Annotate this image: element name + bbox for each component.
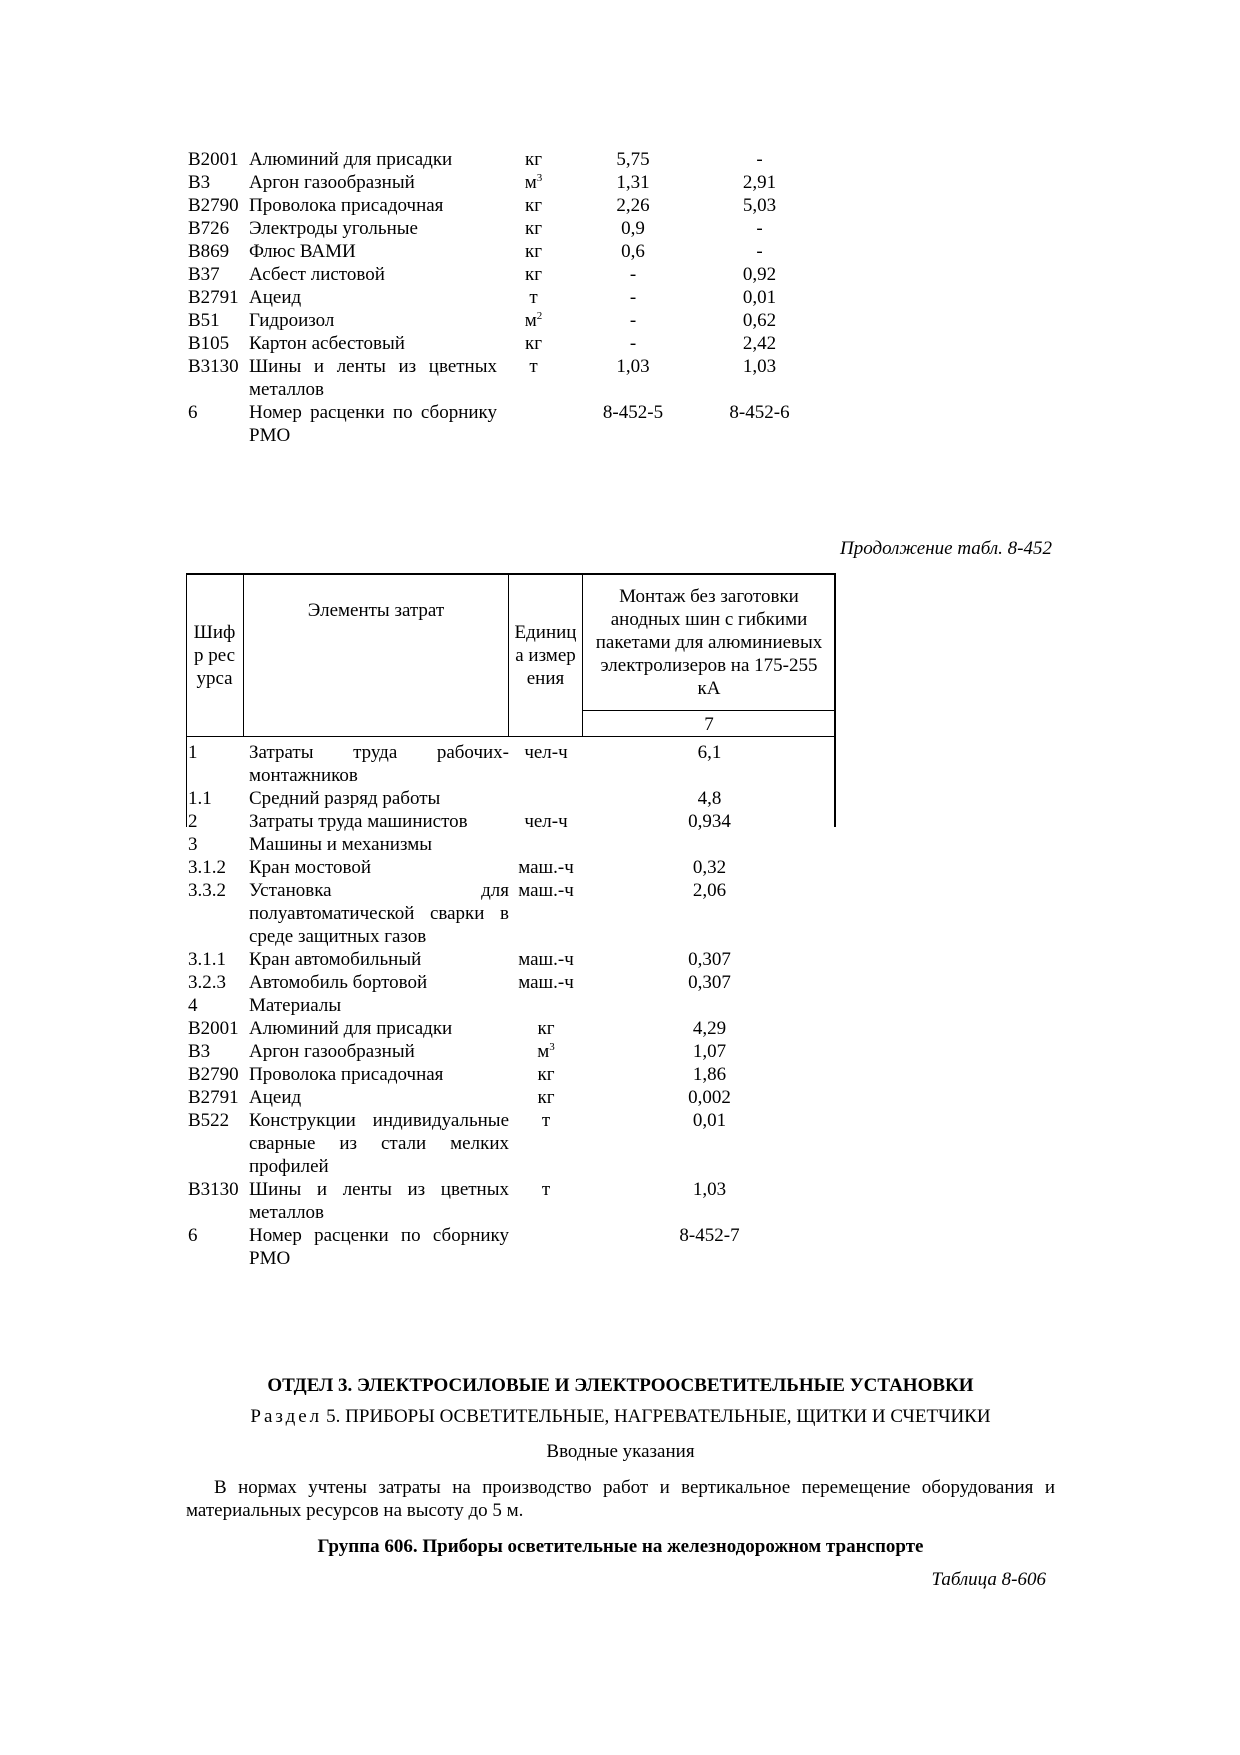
table-border xyxy=(186,573,836,575)
table-row xyxy=(186,833,836,856)
resource-code: В2001 xyxy=(188,149,239,170)
table-continuation-caption: Продолжение табл. 8-452 xyxy=(839,538,1052,559)
table-row xyxy=(186,879,836,948)
unit: чел-ч xyxy=(524,742,568,763)
header-column-number: 7 xyxy=(704,714,714,735)
resource-code: В2790 xyxy=(188,195,239,216)
header-unit: Единица измерения xyxy=(514,621,577,689)
table-border xyxy=(582,573,583,737)
unit: кг xyxy=(524,149,543,170)
unit-cell xyxy=(509,879,583,948)
header-code-cell xyxy=(186,573,243,737)
table-border xyxy=(508,573,509,737)
table-row xyxy=(186,217,823,240)
norm-value: 1,07 xyxy=(692,1041,727,1062)
norm-value: - xyxy=(629,264,637,285)
cost-element-name: Проволока присадочная xyxy=(249,1064,444,1085)
norm-value: - xyxy=(756,218,763,239)
norm-value: 8-452-5 xyxy=(602,402,664,423)
unit: кг xyxy=(524,195,543,216)
resource-code: 3 xyxy=(188,834,198,855)
cost-element-name: Электроды угольные xyxy=(249,218,418,239)
table-row xyxy=(186,741,836,787)
unit: т xyxy=(529,287,538,308)
department-heading: ОТДЕЛ 3. ЭЛЕКТРОСИЛОВЫЕ И ЭЛЕКТРООСВЕТИТЕЛЬНЫЕ УСТАНОВКИ xyxy=(267,1375,974,1396)
header-elements: Элементы затрат xyxy=(307,600,445,621)
norm-value: - xyxy=(629,333,637,354)
unit: т xyxy=(541,1179,551,1200)
norm-value: 2,42 xyxy=(742,333,777,354)
table2-header xyxy=(186,573,1055,737)
table-row xyxy=(186,856,836,879)
unit: маш.-ч xyxy=(518,972,574,993)
cost-element-name: Машины и механизмы xyxy=(249,834,432,855)
razdel-title: 5. ПРИБОРЫ ОСВЕТИТЕЛЬНЫЕ, НАГРЕВАТЕЛЬНЫЕ, ЩИТКИ И СЧЕТЧИКИ xyxy=(326,1406,991,1427)
unit: м xyxy=(524,310,537,331)
resource-code: 4 xyxy=(188,995,198,1016)
norm-value: 1,86 xyxy=(692,1064,727,1085)
resource-code: 6 xyxy=(188,402,198,423)
cost-element-name: Конструкции индивидуальные сварные из стали мелких профилей xyxy=(249,1110,509,1177)
cost-element-name: Флюс ВАМИ xyxy=(249,241,356,262)
norm-value: 0,934 xyxy=(688,811,731,832)
unit-cell xyxy=(509,994,583,1017)
unit: кг xyxy=(524,264,543,285)
table-row xyxy=(186,787,836,810)
norm-value: 5,75 xyxy=(616,149,650,170)
resource-code: В869 xyxy=(188,241,230,262)
header-unit-cell xyxy=(509,573,582,737)
unit: кг xyxy=(537,1064,555,1085)
unit-exponent: 2 xyxy=(536,310,543,322)
table-row xyxy=(186,355,823,401)
cost-element-name: Алюминий для присадки xyxy=(249,149,453,170)
resource-code: 3.1.2 xyxy=(188,857,226,878)
cost-element-name: Проволока присадочная xyxy=(249,195,444,216)
cost-element-name: Шины и ленты из цветных металлов xyxy=(249,1179,509,1223)
norm-value xyxy=(583,994,836,1017)
unit: м xyxy=(537,1041,550,1062)
resource-code: В2790 xyxy=(188,1064,239,1085)
unit-cell xyxy=(509,741,583,787)
table-border xyxy=(243,573,244,737)
cost-element-name: Гидроизол xyxy=(249,310,335,331)
unit-cell xyxy=(509,1086,583,1109)
table-caption: Таблица 8-606 xyxy=(931,1569,1046,1590)
unit-cell xyxy=(509,810,583,833)
table-border xyxy=(583,710,835,711)
cost-element-name: Алюминий для присадки xyxy=(249,1018,453,1039)
resource-table-bottom xyxy=(186,741,836,1270)
norm-value: 2,06 xyxy=(692,880,727,901)
resource-code: 3.3.2 xyxy=(188,880,226,901)
norm-value: 0,002 xyxy=(688,1087,731,1108)
unit: чел-ч xyxy=(524,811,568,832)
unit-cell xyxy=(497,148,570,171)
unit-cell xyxy=(497,263,570,286)
unit-cell xyxy=(509,1224,583,1270)
table-row xyxy=(186,1017,836,1040)
header-work: Монтаж без заготовки анодных шин с гибкими пакетами для алюминиевых электролизеров на 175-255 кА xyxy=(595,585,823,699)
table-row xyxy=(186,240,823,263)
norm-value: 1,03 xyxy=(692,1179,727,1200)
cost-element-name: Асбест листовой xyxy=(249,264,385,285)
norm-value: 0,6 xyxy=(621,241,645,262)
cost-element-name: Установка для полуавтоматической сварки в среде защитных газов xyxy=(249,880,509,947)
norm-value: 1,03 xyxy=(742,356,777,377)
norm-value: 8-452-6 xyxy=(729,402,790,423)
unit: кг xyxy=(537,1018,555,1039)
resource-code: 1.1 xyxy=(188,788,212,809)
razdel-word: Раздел xyxy=(250,1406,323,1427)
table-row xyxy=(186,263,823,286)
resource-code: В2791 xyxy=(188,287,239,308)
table-row xyxy=(186,309,823,332)
unit-cell xyxy=(509,856,583,879)
table-row xyxy=(186,332,823,355)
unit-cell xyxy=(497,309,570,332)
unit-cell xyxy=(509,1109,583,1178)
norm-value: 4,29 xyxy=(692,1018,727,1039)
norm-value: 8-452-7 xyxy=(679,1225,740,1246)
table-row xyxy=(186,1178,836,1224)
norm-value: 1,03 xyxy=(616,356,650,377)
table-row xyxy=(186,948,836,971)
resource-code: 3.2.3 xyxy=(188,972,226,993)
table-row xyxy=(186,1224,836,1270)
unit-cell xyxy=(509,787,583,810)
unit-cell xyxy=(497,286,570,309)
header-elements-cell xyxy=(244,573,508,648)
resource-code: В37 xyxy=(188,264,220,285)
unit-cell xyxy=(497,217,570,240)
resource-code: В3 xyxy=(188,172,211,193)
norm-value: 2,26 xyxy=(616,195,650,216)
unit-cell xyxy=(509,971,583,994)
norm-value: 0,01 xyxy=(692,1110,727,1131)
unit: м xyxy=(524,172,537,193)
resource-code: 3.1.1 xyxy=(188,949,226,970)
norm-value: 1,31 xyxy=(616,172,650,193)
norm-value: 5,03 xyxy=(742,195,777,216)
unit-cell xyxy=(497,401,570,447)
table-row xyxy=(186,286,823,309)
cost-element-name: Автомобиль бортовой xyxy=(249,972,428,993)
norm-value: - xyxy=(756,241,763,262)
table-row xyxy=(186,994,836,1017)
resource-code: В105 xyxy=(188,333,230,354)
cost-element-name: Ацеид xyxy=(249,287,302,308)
unit-cell xyxy=(509,833,583,856)
unit: маш.-ч xyxy=(518,857,574,878)
cost-element-name: Аргон газообразный xyxy=(249,172,415,193)
unit-cell xyxy=(509,1040,583,1063)
unit-exponent: 3 xyxy=(549,1041,555,1053)
unit: кг xyxy=(524,333,543,354)
table-row xyxy=(186,171,823,194)
resource-code: В3 xyxy=(188,1041,211,1062)
group-title: Группа 606. Приборы осветительные на железнодорожном транспорте xyxy=(317,1536,924,1557)
norm-value: 0,92 xyxy=(742,264,777,285)
cost-element-name: Средний разряд работы xyxy=(249,788,441,809)
norm-value: 0,01 xyxy=(742,287,777,308)
unit: кг xyxy=(524,241,543,262)
table-row xyxy=(186,1109,836,1178)
norm-value: - xyxy=(629,310,637,331)
norm-value: 0,307 xyxy=(688,972,731,993)
razdel-heading xyxy=(186,1405,1055,1428)
unit-cell xyxy=(497,194,570,217)
cost-element-name: Кран мостовой xyxy=(249,857,372,878)
cost-element-name: Затраты труда рабочих-монтажников xyxy=(249,742,509,786)
cost-element-name: Затраты труда машинистов xyxy=(249,811,468,832)
unit-cell xyxy=(497,355,570,401)
table-border xyxy=(186,736,836,737)
cost-element-name: Кран автомобильный xyxy=(249,949,422,970)
resource-table-top xyxy=(186,148,823,447)
cost-element-name: Аргон газообразный xyxy=(249,1041,415,1062)
cost-element-name: Номер расценки по сборнику РМО xyxy=(249,402,497,446)
resource-code: 6 xyxy=(188,1225,198,1246)
unit-cell xyxy=(509,948,583,971)
table-row xyxy=(186,194,823,217)
table-row xyxy=(186,1063,836,1086)
resource-code: В51 xyxy=(188,310,220,331)
table-row xyxy=(186,1086,836,1109)
unit-cell xyxy=(497,240,570,263)
norm-value: 4,8 xyxy=(697,788,722,809)
norm-value: - xyxy=(756,149,763,170)
unit: т xyxy=(529,356,538,377)
norm-value: 0,32 xyxy=(692,857,727,878)
table-row xyxy=(186,401,823,447)
unit: кг xyxy=(537,1087,555,1108)
table-row xyxy=(186,810,836,833)
unit: кг xyxy=(524,218,543,239)
unit: маш.-ч xyxy=(518,949,574,970)
table-row xyxy=(186,971,836,994)
cost-element-name: Материалы xyxy=(249,995,342,1016)
cost-element-name: Шины и ленты из цветных металлов xyxy=(249,356,497,400)
norm-value: - xyxy=(629,287,637,308)
intro-paragraph: В нормах учтены затраты на производство работ и вертикальное перемещение оборудования и материальных ресурсов на высоту до 5 м. xyxy=(186,1477,1055,1521)
unit-cell xyxy=(497,332,570,355)
unit: маш.-ч xyxy=(518,880,574,901)
norm-value xyxy=(583,833,836,856)
resource-code: В3130 xyxy=(188,356,239,377)
cost-element-name: Ацеид xyxy=(249,1087,302,1108)
resource-code: В522 xyxy=(188,1110,230,1131)
norm-value: 0,62 xyxy=(742,310,777,331)
header-code: Шифр ресурса xyxy=(193,621,236,689)
norm-value: 0,9 xyxy=(621,218,645,239)
norm-value: 0,307 xyxy=(688,949,731,970)
unit-cell xyxy=(509,1063,583,1086)
unit-exponent: 3 xyxy=(536,172,543,184)
norm-value: 6,1 xyxy=(697,742,722,763)
resource-code: В2001 xyxy=(188,1018,239,1039)
header-column-number-cell xyxy=(584,712,834,737)
cost-element-name: Номер расценки по сборнику РМО xyxy=(249,1225,509,1269)
unit-cell xyxy=(509,1017,583,1040)
unit-cell xyxy=(509,1178,583,1224)
cost-element-name: Картон асбестовый xyxy=(249,333,405,354)
table-row xyxy=(186,148,823,171)
resource-code: 2 xyxy=(188,811,198,832)
resource-code: В3130 xyxy=(188,1179,239,1200)
resource-code: 1 xyxy=(188,742,198,763)
unit-cell xyxy=(497,171,570,194)
table-row xyxy=(186,1040,836,1063)
header-work-cell xyxy=(584,573,834,711)
resource-code: В2791 xyxy=(188,1087,239,1108)
norm-value: 2,91 xyxy=(742,172,777,193)
intro-title: Вводные указания xyxy=(546,1441,695,1462)
unit: т xyxy=(541,1110,551,1131)
resource-code: В726 xyxy=(188,218,230,239)
